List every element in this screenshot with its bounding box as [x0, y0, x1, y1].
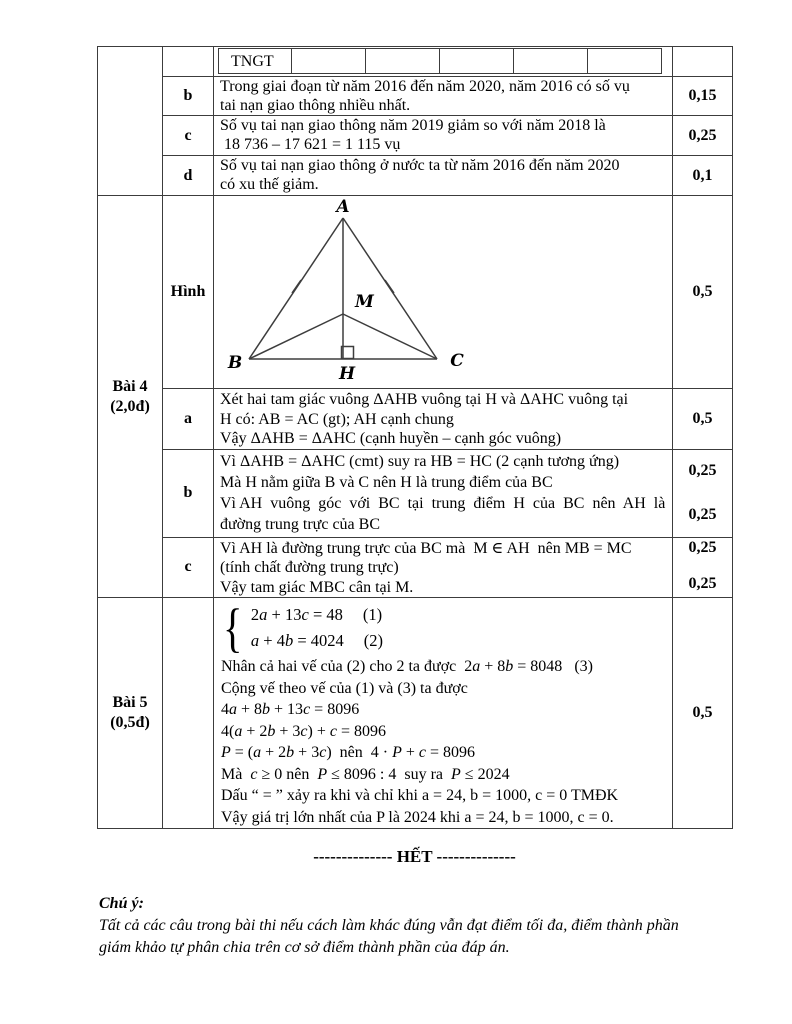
cell-bai3-label-empty: [98, 47, 163, 196]
text-line: Xét hai tam giác vuông ΔAHB vuông tại H và ΔAHC vuông tại: [220, 391, 629, 408]
bai4-points: (2,0đ): [110, 397, 150, 415]
cell-score: 0,1: [673, 156, 733, 196]
cell-answer-content: [214, 537, 673, 598]
table-row-tngt: [98, 47, 733, 77]
cell-score-dual: [673, 449, 733, 537]
cell-score: 0,25: [673, 116, 733, 156]
nested-partial-table: [218, 48, 672, 74]
text-line: Cộng vế theo vế của (1) và (3) ta được: [221, 679, 468, 697]
table-row-4a: [98, 389, 733, 450]
vertex-label-c: C: [450, 351, 464, 371]
note-line: giám khảo tự phân chia trên cơ sở điểm thành phần của đáp án.: [99, 939, 510, 956]
cell-sublabel-c: c: [163, 537, 214, 598]
text-line: 18 736 – 17 621 = 1 115 vụ: [220, 135, 401, 153]
text-line: Vậy ΔAHB = ΔAHC (cạnh huyền – cạnh góc vuông): [220, 430, 562, 447]
bai5-title: Bài 5: [112, 694, 148, 711]
text-line: Nhân cả hai vế của (2) cho 2 ta được 2a + 8b = 8048 (3): [221, 658, 593, 675]
score-value: 0,25: [688, 538, 717, 556]
vertex-label-b: B: [227, 353, 243, 373]
empty-table-cell: [588, 48, 662, 74]
text-line: P = (a + 2b + 3c) nên 4 · P + c = 8096: [221, 744, 476, 761]
cell-score-empty: [673, 47, 733, 77]
cell-sublabel-d: d: [163, 156, 214, 196]
cell-answer-content: [214, 116, 673, 156]
score-value: 0,25: [688, 461, 717, 479]
cell-tngt-content: [214, 47, 673, 77]
cell-score: 0,5: [673, 196, 733, 389]
text-line: Mà c ≥ 0 nên P ≤ 8096 : 4 suy ra P ≤ 2024: [221, 765, 510, 783]
cell-score: 0,5: [673, 598, 733, 829]
empty-table-cell: [440, 48, 514, 74]
cell-bai5-label: [98, 598, 163, 829]
table-row-bai5: [98, 598, 733, 829]
vertex-label-a: A: [336, 197, 350, 217]
text-line: 4(a + 2b + 3c) + c = 8096: [221, 722, 386, 740]
empty-table-cell: [292, 48, 366, 74]
table-row-d: [98, 156, 733, 196]
table-row-b: [98, 77, 733, 116]
note-line: Tất cả các câu trong bài thi nếu cách làm khác đúng vẫn đạt điểm tối đa, điểm thành phần: [99, 917, 679, 934]
empty-table-cell: [366, 48, 440, 74]
text-line: Vậy tam giác MBC cân tại M.: [220, 578, 414, 596]
text-line: Vì ΔAHB = ΔAHC (cmt) suy ra HB = HC (2 cạnh tương ứng): [220, 452, 620, 470]
text-line: Vì AH là đường trung trực của BC mà M ∈ AH nên MB = MC: [220, 539, 632, 557]
foot-label-h: H: [338, 364, 356, 384]
text-line: có xu thế giảm.: [220, 175, 319, 193]
text-line: Vậy giá trị lớn nhất của P là 2024 khi a = 24, b = 1000, c = 0.: [221, 808, 614, 826]
cell-sublabel-b: b: [163, 77, 214, 116]
system-brace: {: [223, 598, 243, 658]
equation-2: a + 4b = 4024: [250, 631, 344, 650]
empty-table-cell: [514, 48, 588, 74]
cell-score-dual: [673, 537, 733, 598]
cell-answer-content: [214, 389, 673, 450]
cell-sublabel-empty: [163, 47, 214, 77]
point-label-m: M: [355, 292, 374, 312]
text-line: Trong giai đoạn từ năm 2016 đến năm 2020, năm 2016 có số vụ: [220, 78, 630, 95]
table-row-hinh: [98, 196, 733, 389]
table-row-4c: [98, 537, 733, 598]
cell-answer-content: [214, 156, 673, 196]
text-line: H có: AB = AC (gt); AH cạnh chung: [220, 410, 454, 428]
cell-sublabel-empty: [163, 598, 214, 829]
cell-figure: [214, 196, 673, 389]
text-line: Dấu “ = ” xảy ra khi và chỉ khi a = 24, b = 1000, c = 0 TMĐK: [221, 787, 619, 804]
note-block: [99, 893, 747, 959]
answer-key-table: [97, 46, 733, 829]
triangle-figure: [214, 196, 673, 387]
equation-system: [223, 598, 668, 658]
bai5-points: (0,5đ): [110, 714, 150, 731]
equation-tag: (2): [363, 631, 384, 650]
tngt-header-cell: TNGT: [218, 48, 292, 74]
note-title: Chú ý:: [99, 895, 144, 912]
cell-answer-content: [214, 449, 673, 537]
text-line: Vì AH vuông góc với BC tại trung điểm H của BC nên AH là: [220, 494, 666, 512]
cell-sublabel-c: c: [163, 116, 214, 156]
cell-score: 0,5: [673, 389, 733, 450]
text-line: Mà H nằm giữa B và C nên H là trung điểm của BC: [220, 473, 553, 491]
score-value: 0,25: [688, 574, 717, 592]
text-line: đường trung trực của BC: [220, 515, 380, 533]
table-row-4b: [98, 449, 733, 537]
cell-answer-content: [214, 77, 673, 116]
score-value: 0,25: [688, 505, 717, 523]
bai4-title: Bài 4: [112, 377, 148, 395]
text-line: 4a + 8b + 13c = 8096: [221, 701, 360, 718]
text-line: (tính chất đường trung trực): [220, 559, 399, 576]
cell-bai4-label: [98, 196, 163, 598]
cell-answer-content: [214, 598, 673, 829]
cell-sublabel-b: b: [163, 449, 214, 537]
end-marker: -------------- HẾT --------------: [313, 847, 516, 866]
cell-sublabel-hinh: Hình: [163, 196, 214, 389]
text-line: Số vụ tai nạn giao thông năm 2019 giảm so với năm 2018 là: [220, 117, 606, 134]
text-line: tai nạn giao thông nhiều nhất.: [220, 96, 411, 114]
cell-score: 0,15: [673, 77, 733, 116]
text-line: Số vụ tai nạn giao thông ở nước ta từ năm 2016 đến năm 2020: [220, 157, 620, 174]
equation-1: 2a + 13c = 48: [250, 605, 343, 624]
equation-tag: (1): [362, 605, 383, 624]
table-row-c: [98, 116, 733, 156]
cell-sublabel-a: a: [163, 389, 214, 450]
